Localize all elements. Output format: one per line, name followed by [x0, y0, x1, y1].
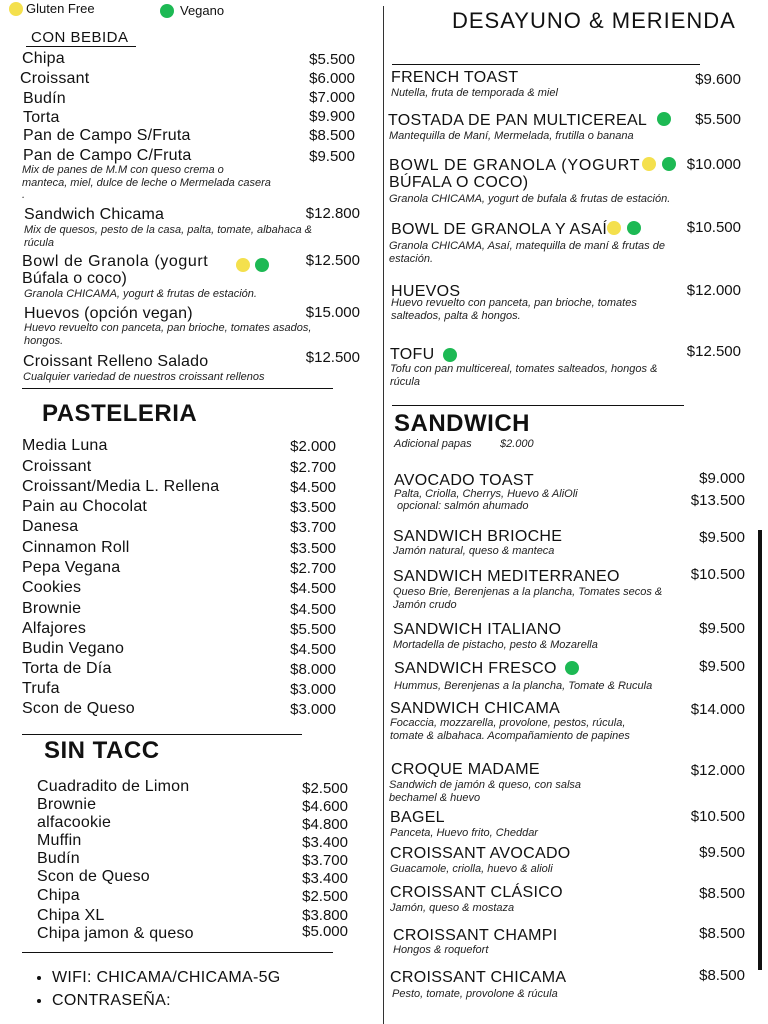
menu-item-description: Jamón, queso & mostaza [390, 902, 515, 914]
menu-item-name: Pan de Campo C/Fruta [23, 147, 192, 164]
menu-item-name: Croissant [22, 458, 92, 475]
menu-item-price: $4.800 [302, 816, 348, 833]
menu-item-description: Guacamole, criolla, huevo & alioli [390, 863, 553, 875]
menu-item-description: Sandwich de jamón & queso, con salsa bechamel & huevo [389, 779, 582, 804]
menu-item-name: Chipa XL [37, 907, 105, 924]
menu-item-name: Brownie [37, 796, 97, 813]
menu-item-name: TOFU [390, 346, 435, 363]
menu-item-price: $15.000 [305, 304, 360, 321]
menu-item-price: $10.000 [686, 156, 741, 173]
menu-item-price: $3.800 [302, 907, 348, 924]
menu-item-price-alt: $13.500 [690, 492, 745, 509]
menu-item-description: Tofu con pan multicereal, tomates salteados, hongos & rúcula [390, 363, 658, 388]
divider [26, 46, 136, 47]
menu-item-name: CROQUE MADAME [391, 761, 540, 778]
vegano-dot-icon [565, 661, 579, 675]
menu-item-description: Huevo revuelto con panceta, pan brioche, tomates asados, hongos. [24, 322, 312, 347]
menu-item-price: $9.600 [695, 71, 741, 88]
menu-item-name: Trufa [22, 680, 60, 697]
menu-item-description: Cualquier variedad de nuestros croissant rellenos [23, 371, 265, 383]
menu-item-description: Jamón natural, queso & manteca [393, 545, 555, 557]
menu-item-price: $2.500 [302, 888, 348, 905]
menu-item-price: $5.500 [290, 621, 336, 638]
menu-item-price: $12.500 [305, 349, 360, 366]
menu-item-name: Chipa [22, 50, 65, 67]
menu-item-price: $5.500 [695, 111, 741, 128]
menu-item-name: BAGEL [390, 809, 445, 826]
menu-item-price: $9.500 [309, 148, 355, 165]
divider [22, 952, 333, 953]
menu-item-name: Croissant Relleno Salado [23, 353, 209, 370]
menu-item-description: Granola CHICAMA, yogurt de bufala & frutas de estación. [389, 193, 671, 205]
menu-item-name: Chipa jamon & queso [37, 925, 194, 942]
menu-item-name: CROISSANT CHAMPI [393, 927, 558, 944]
menu-item-price: $3.000 [290, 681, 336, 698]
menu-item-name: Torta de Día [22, 660, 112, 677]
menu-item-price: $5.000 [302, 923, 348, 940]
menu-item-name: Croissant [20, 70, 90, 87]
menu-item-description: Hummus, Berenjenas a la plancha, Tomate & Rucula [394, 680, 653, 692]
menu-item-description: Hongos & roquefort [393, 944, 489, 956]
gluten-free-dot-icon [9, 2, 23, 16]
menu-item-name: Pepa Vegana [22, 559, 121, 576]
menu-item-description: Focaccia, mozzarella, provolone, pestos, rúcula, tomate & albahaca. Acompañamiento de papines [390, 717, 630, 742]
menu-item-price: $3.400 [302, 870, 348, 887]
menu-item-description: Nutella, fruta de temporada & miel [391, 87, 558, 99]
menu-item-price: $4.500 [290, 641, 336, 658]
vegano-dot-icon [662, 157, 676, 171]
edge-bar [758, 530, 762, 970]
menu-item-price: $4.500 [290, 580, 336, 597]
menu-item-name: Alfajores [22, 620, 87, 637]
menu-item-price: $8.500 [699, 885, 745, 902]
menu-item-name: BOWL DE GRANOLA Y ASAÍ [391, 221, 608, 238]
menu-item-price: $9.500 [699, 658, 745, 675]
menu-item-price: $12.500 [686, 343, 741, 360]
menu-item-price: $7.000 [309, 89, 355, 106]
menu-item-name: SANDWICH ITALIANO [393, 621, 562, 638]
menu-item-price: $12.000 [686, 282, 741, 299]
menu-item-price: $14.000 [690, 701, 745, 718]
menu-item-name: Danesa [22, 518, 79, 535]
menu-item-price: $5.500 [309, 51, 355, 68]
menu-item-price: $4.500 [290, 479, 336, 496]
gluten-free-dot-icon [642, 157, 656, 171]
menu-item-name: alfacookie [37, 814, 112, 831]
menu-item-name: Budin Vegano [22, 640, 125, 657]
wifi-info [30, 966, 281, 1012]
section-title-con-bebida: CON BEBIDA [31, 29, 129, 46]
menu-item-name: Bowl de Granola (yogurt [22, 253, 209, 270]
section-title-desayuno: DESAYUNO & MERIENDA [452, 8, 736, 33]
menu-item-price: $9.900 [309, 108, 355, 125]
menu-item-price: $8.500 [699, 925, 745, 942]
menu-item-price: $3.000 [290, 701, 336, 718]
menu-item-name: CROISSANT AVOCADO [390, 845, 571, 862]
menu-item-name: CROISSANT CHICAMA [390, 969, 567, 986]
menu-item-name: SANDWICH MEDITERRANEO [393, 568, 620, 585]
gluten-free-dot-icon [236, 258, 250, 272]
menu-item-name: Chipa [37, 887, 80, 904]
menu-item-price: $10.500 [690, 566, 745, 583]
menu-item-name: SANDWICH CHICAMA [390, 700, 561, 717]
menu-item-name: SANDWICH BRIOCHE [393, 528, 563, 545]
menu-item-name: Cuadradito de Limon [37, 778, 190, 795]
menu-item-description: Huevo revuelto con panceta, pan brioche, tomates salteados, palta & hongos. [391, 297, 637, 322]
vegano-dot-icon [657, 112, 671, 126]
menu-item-description: Mantequilla de Maní, Mermelada, frutilla o banana [389, 130, 634, 142]
menu-item-name: Croissant/Media L. Rellena [22, 478, 220, 495]
menu-item-name: SANDWICH FRESCO [394, 660, 557, 677]
section-title-pasteleria: PASTELERIA [42, 400, 198, 427]
menu-item-description: Granola CHICAMA, Asaí, matequilla de maní & frutas de estación. [389, 240, 665, 265]
menu-item-price: $2.700 [290, 459, 336, 476]
menu-item-name: CROISSANT CLÁSICO [390, 884, 563, 901]
wifi-network: • WIFI: CHICAMA/CHICAMA-5G [52, 966, 281, 989]
menu-item-price: $9.000 [699, 470, 745, 487]
wifi-password: • CONTRASEÑA: [52, 989, 281, 1012]
menu-item-price: $9.500 [699, 620, 745, 637]
menu-item-price: $8.500 [309, 127, 355, 144]
menu-item-price: $8.000 [290, 661, 336, 678]
gluten-free-dot-icon [607, 221, 621, 235]
menu-item-name: TOSTADA DE PAN MULTICEREAL [388, 112, 648, 129]
menu-item-price: $6.000 [309, 70, 355, 87]
divider [392, 64, 700, 65]
menu-item-price: $8.500 [699, 967, 745, 984]
menu-item-price: $3.400 [302, 834, 348, 851]
menu-item-description-alt: opcional: salmón ahumado [394, 500, 529, 512]
menu-item-price: $3.500 [290, 499, 336, 516]
menu-item-name-cont: Búfala o coco) [22, 270, 128, 287]
menu-item-price: $9.500 [699, 844, 745, 861]
menu-item-price: $3.700 [302, 852, 348, 869]
menu-item-price: $3.500 [290, 540, 336, 557]
menu-item-name-cont: BÚFALA O COCO) [389, 174, 529, 191]
menu-item-name: Torta [23, 109, 60, 126]
menu-item-name: Brownie [22, 600, 82, 617]
legend-vegano: Vegano [180, 3, 225, 18]
sandwich-subtitle-price: $2.000 [500, 438, 534, 450]
menu-item-name: Cookies [22, 579, 82, 596]
menu-item-name: FRENCH TOAST [391, 69, 519, 86]
menu-item-description: Mortadella de pistacho, pesto & Mozarella [393, 639, 598, 651]
menu-item-price: $12.500 [305, 252, 360, 269]
vegano-dot-icon [160, 4, 174, 18]
vegano-dot-icon [255, 258, 269, 272]
menu-item-name: Scon de Queso [37, 868, 150, 885]
menu-item-name: BOWL DE GRANOLA (YOGURT [389, 157, 641, 174]
column-divider [383, 6, 384, 1024]
menu-item-name: Budín [23, 90, 66, 107]
divider [22, 734, 302, 735]
menu-item-description: Granola CHICAMA, yogurt & frutas de estación. [24, 288, 257, 300]
vegano-dot-icon [443, 348, 457, 362]
menu-item-name: HUEVOS [391, 283, 461, 300]
menu-item-price: $2.500 [302, 780, 348, 797]
sandwich-subtitle: Adicional papas [394, 438, 472, 450]
menu-item-price: $9.500 [699, 529, 745, 546]
menu-item-price: $3.700 [290, 519, 336, 536]
divider [22, 388, 333, 389]
menu-item-price: $12.000 [690, 762, 745, 779]
menu-item-price: $10.500 [690, 808, 745, 825]
menu-item-name: Pan de Campo S/Fruta [23, 127, 191, 144]
menu-item-price: $2.700 [290, 560, 336, 577]
menu-item-name: Scon de Queso [22, 700, 135, 717]
menu-item-price: $4.600 [302, 798, 348, 815]
menu-item-price: $10.500 [686, 219, 741, 236]
section-title-sin-tacc: SIN TACC [44, 737, 160, 764]
menu-item-name: Sandwich Chicama [24, 206, 165, 223]
menu-item-name: Muffin [37, 832, 82, 849]
menu-item-price: $4.500 [290, 601, 336, 618]
menu-item-name: AVOCADO TOAST [394, 472, 534, 489]
menu-item-description: Mix de quesos, pesto de la casa, palta, tomate, albahaca & rúcula [24, 224, 313, 249]
menu-item-description: Mix de panes de M.M con queso crema o manteca, miel, dulce de leche o Mermelada casera . [22, 164, 271, 201]
menu-item-name: Cinnamon Roll [22, 539, 130, 556]
vegano-dot-icon [627, 221, 641, 235]
section-title-sandwich: SANDWICH [394, 410, 530, 437]
menu-item-description: Palta, Criolla, Cherrys, Huevo & AliOli [394, 488, 578, 500]
menu-item-price: $2.000 [290, 438, 336, 455]
menu-item-price: $12.800 [305, 205, 360, 222]
menu-item-name: Budín [37, 850, 80, 867]
menu-item-name: Pain au Chocolat [22, 498, 148, 515]
divider [392, 405, 684, 406]
legend-gluten-free: Gluten Free [26, 1, 95, 16]
menu-item-description: Pesto, tomate, provolone & rúcula [392, 988, 558, 1000]
menu-item-description: Panceta, Huevo frito, Cheddar [390, 827, 538, 839]
menu-item-name: Huevos (opción vegan) [24, 305, 193, 322]
menu-item-name: Media Luna [22, 437, 108, 454]
menu-item-description: Queso Brie, Berenjenas a la plancha, Tomates secos & Jamón crudo [393, 586, 663, 611]
